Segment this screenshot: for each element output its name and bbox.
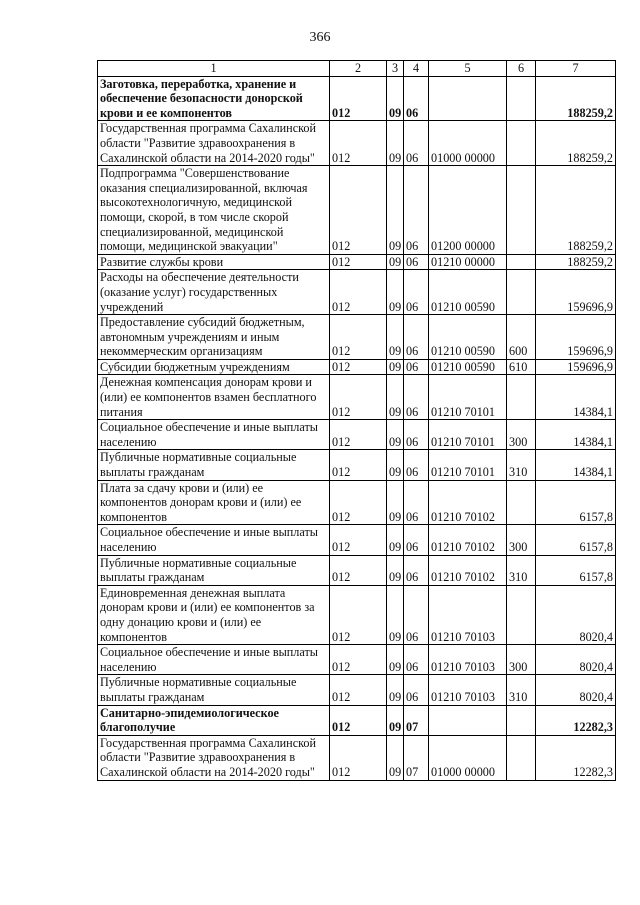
cell-amount: 14384,1 xyxy=(536,450,616,480)
cell-admin-code: 012 xyxy=(330,359,387,375)
cell-expense-type-code xyxy=(507,735,536,780)
cell-item-name: Государственная программа Сахалинской области "Развитие здравоохранения в Сахалинской области на 2014-2020 годы" xyxy=(98,121,330,166)
cell-item-name: Социальное обеспечение и иные выплаты населению xyxy=(98,420,330,450)
cell-target-article-code: 01210 00590 xyxy=(429,315,507,360)
cell-expense-type-code: 600 xyxy=(507,315,536,360)
cell-target-article-code xyxy=(429,705,507,735)
cell-subsection-code: 06 xyxy=(404,675,429,705)
cell-subsection-code: 06 xyxy=(404,480,429,525)
cell-target-article-code: 01000 00000 xyxy=(429,121,507,166)
table-row xyxy=(98,675,616,705)
budget-table xyxy=(97,60,616,781)
cell-amount: 12282,3 xyxy=(536,735,616,780)
cell-subsection-code: 07 xyxy=(404,705,429,735)
header-row xyxy=(98,61,616,77)
cell-amount: 6157,8 xyxy=(536,555,616,585)
cell-admin-code: 012 xyxy=(330,645,387,675)
header-col-7: 7 xyxy=(536,61,616,77)
table-row xyxy=(98,121,616,166)
cell-admin-code: 012 xyxy=(330,585,387,644)
table-row xyxy=(98,375,616,420)
cell-expense-type-code xyxy=(507,270,536,315)
table-row xyxy=(98,359,616,375)
cell-subsection-code: 06 xyxy=(404,420,429,450)
cell-admin-code: 012 xyxy=(330,254,387,270)
cell-admin-code: 012 xyxy=(330,420,387,450)
cell-amount: 188259,2 xyxy=(536,166,616,255)
cell-admin-code: 012 xyxy=(330,675,387,705)
cell-section-code: 09 xyxy=(387,585,404,644)
cell-subsection-code: 06 xyxy=(404,76,429,121)
cell-expense-type-code xyxy=(507,480,536,525)
cell-subsection-code: 06 xyxy=(404,315,429,360)
cell-expense-type-code xyxy=(507,121,536,166)
cell-amount: 159696,9 xyxy=(536,359,616,375)
table-row xyxy=(98,705,616,735)
cell-target-article-code: 01210 70101 xyxy=(429,375,507,420)
cell-expense-type-code: 300 xyxy=(507,420,536,450)
cell-expense-type-code xyxy=(507,585,536,644)
cell-amount: 188259,2 xyxy=(536,121,616,166)
cell-admin-code: 012 xyxy=(330,315,387,360)
cell-amount: 14384,1 xyxy=(536,375,616,420)
cell-item-name: Подпрограмма "Совершенствование оказания специализированной, включая высокотехнологичную, медицинской помощи, скорой, в том числе скорой специализированной, медицинской помощи, медицинской эвакуации" xyxy=(98,166,330,255)
table-row xyxy=(98,645,616,675)
table-row xyxy=(98,315,616,360)
cell-target-article-code: 01210 70103 xyxy=(429,585,507,644)
cell-item-name: Расходы на обеспечение деятельности (оказание услуг) государственных учреждений xyxy=(98,270,330,315)
cell-item-name: Публичные нормативные социальные выплаты гражданам xyxy=(98,450,330,480)
table-row xyxy=(98,525,616,555)
cell-amount: 6157,8 xyxy=(536,525,616,555)
cell-amount: 14384,1 xyxy=(536,420,616,450)
cell-subsection-code: 06 xyxy=(404,375,429,420)
cell-amount: 8020,4 xyxy=(536,675,616,705)
cell-admin-code: 012 xyxy=(330,121,387,166)
cell-admin-code: 012 xyxy=(330,76,387,121)
cell-section-code: 09 xyxy=(387,121,404,166)
header-col-3: 3 xyxy=(387,61,404,77)
cell-section-code: 09 xyxy=(387,359,404,375)
table-row xyxy=(98,76,616,121)
cell-subsection-code: 06 xyxy=(404,525,429,555)
cell-section-code: 09 xyxy=(387,675,404,705)
table-row xyxy=(98,735,616,780)
cell-admin-code: 012 xyxy=(330,735,387,780)
cell-target-article-code: 01210 00590 xyxy=(429,359,507,375)
cell-admin-code: 012 xyxy=(330,450,387,480)
cell-target-article-code: 01200 00000 xyxy=(429,166,507,255)
cell-subsection-code: 06 xyxy=(404,254,429,270)
cell-expense-type-code: 300 xyxy=(507,645,536,675)
cell-target-article-code: 01210 70102 xyxy=(429,525,507,555)
cell-expense-type-code xyxy=(507,166,536,255)
cell-section-code: 09 xyxy=(387,315,404,360)
header-col-1: 1 xyxy=(98,61,330,77)
cell-subsection-code: 06 xyxy=(404,450,429,480)
page-number: 366 xyxy=(309,30,331,45)
cell-item-name: Санитарно-эпидемиологическое благополучие xyxy=(98,705,330,735)
cell-amount: 159696,9 xyxy=(536,315,616,360)
cell-target-article-code: 01210 70102 xyxy=(429,555,507,585)
cell-expense-type-code: 300 xyxy=(507,525,536,555)
cell-item-name: Развитие службы крови xyxy=(98,254,330,270)
table-row xyxy=(98,585,616,644)
cell-target-article-code: 01210 00000 xyxy=(429,254,507,270)
cell-expense-type-code: 310 xyxy=(507,450,536,480)
cell-subsection-code: 06 xyxy=(404,121,429,166)
cell-subsection-code: 06 xyxy=(404,359,429,375)
cell-amount: 188259,2 xyxy=(536,254,616,270)
table-row xyxy=(98,555,616,585)
cell-expense-type-code xyxy=(507,705,536,735)
table-row xyxy=(98,254,616,270)
cell-target-article-code xyxy=(429,76,507,121)
header-col-4: 4 xyxy=(404,61,429,77)
cell-expense-type-code xyxy=(507,375,536,420)
cell-admin-code: 012 xyxy=(330,705,387,735)
cell-amount: 188259,2 xyxy=(536,76,616,121)
cell-amount: 12282,3 xyxy=(536,705,616,735)
cell-item-name: Субсидии бюджетным учреждениям xyxy=(98,359,330,375)
cell-target-article-code: 01210 70103 xyxy=(429,675,507,705)
cell-item-name: Публичные нормативные социальные выплаты гражданам xyxy=(98,555,330,585)
cell-target-article-code: 01210 00590 xyxy=(429,270,507,315)
table-row xyxy=(98,166,616,255)
cell-item-name: Государственная программа Сахалинской области "Развитие здравоохранения в Сахалинской области на 2014-2020 годы" xyxy=(98,735,330,780)
cell-subsection-code: 06 xyxy=(404,270,429,315)
cell-amount: 8020,4 xyxy=(536,585,616,644)
cell-item-name: Социальное обеспечение и иные выплаты населению xyxy=(98,525,330,555)
cell-admin-code: 012 xyxy=(330,166,387,255)
cell-target-article-code: 01210 70102 xyxy=(429,480,507,525)
cell-section-code: 09 xyxy=(387,525,404,555)
cell-section-code: 09 xyxy=(387,735,404,780)
table-row xyxy=(98,450,616,480)
cell-section-code: 09 xyxy=(387,420,404,450)
cell-admin-code: 012 xyxy=(330,480,387,525)
cell-subsection-code: 06 xyxy=(404,166,429,255)
table-row xyxy=(98,270,616,315)
table-row xyxy=(98,420,616,450)
cell-amount: 159696,9 xyxy=(536,270,616,315)
cell-subsection-code: 07 xyxy=(404,735,429,780)
cell-section-code: 09 xyxy=(387,555,404,585)
cell-target-article-code: 01210 70103 xyxy=(429,645,507,675)
cell-amount: 8020,4 xyxy=(536,645,616,675)
cell-target-article-code: 01000 00000 xyxy=(429,735,507,780)
cell-expense-type-code xyxy=(507,254,536,270)
header-col-6: 6 xyxy=(507,61,536,77)
header-col-5: 5 xyxy=(429,61,507,77)
cell-expense-type-code: 310 xyxy=(507,675,536,705)
cell-expense-type-code: 310 xyxy=(507,555,536,585)
cell-section-code: 09 xyxy=(387,254,404,270)
cell-section-code: 09 xyxy=(387,270,404,315)
cell-item-name: Социальное обеспечение и иные выплаты населению xyxy=(98,645,330,675)
cell-expense-type-code: 610 xyxy=(507,359,536,375)
cell-admin-code: 012 xyxy=(330,555,387,585)
cell-subsection-code: 06 xyxy=(404,585,429,644)
cell-section-code: 09 xyxy=(387,645,404,675)
cell-section-code: 09 xyxy=(387,480,404,525)
cell-item-name: Единовременная денежная выплата донорам крови и (или) ее компонентов за одну донацию крови и (или) ее компонентов xyxy=(98,585,330,644)
cell-section-code: 09 xyxy=(387,166,404,255)
cell-expense-type-code xyxy=(507,76,536,121)
cell-admin-code: 012 xyxy=(330,375,387,420)
cell-item-name: Плата за сдачу крови и (или) ее компонентов донорам крови и (или) ее компонентов xyxy=(98,480,330,525)
cell-item-name: Заготовка, переработка, хранение и обеспечение безопасности донорской крови и ее компонентов xyxy=(98,76,330,121)
cell-target-article-code: 01210 70101 xyxy=(429,420,507,450)
cell-section-code: 09 xyxy=(387,76,404,121)
cell-item-name: Публичные нормативные социальные выплаты гражданам xyxy=(98,675,330,705)
cell-item-name: Денежная компенсация донорам крови и (или) ее компонентов взамен бесплатного питания xyxy=(98,375,330,420)
header-col-2: 2 xyxy=(330,61,387,77)
cell-subsection-code: 06 xyxy=(404,645,429,675)
cell-target-article-code: 01210 70101 xyxy=(429,450,507,480)
cell-item-name: Предоставление субсидий бюджетным, автономным учреждениям и иным некоммерческим организациям xyxy=(98,315,330,360)
cell-amount: 6157,8 xyxy=(536,480,616,525)
cell-subsection-code: 06 xyxy=(404,555,429,585)
table-row xyxy=(98,480,616,525)
cell-admin-code: 012 xyxy=(330,270,387,315)
cell-admin-code: 012 xyxy=(330,525,387,555)
cell-section-code: 09 xyxy=(387,375,404,420)
cell-section-code: 09 xyxy=(387,705,404,735)
cell-section-code: 09 xyxy=(387,450,404,480)
